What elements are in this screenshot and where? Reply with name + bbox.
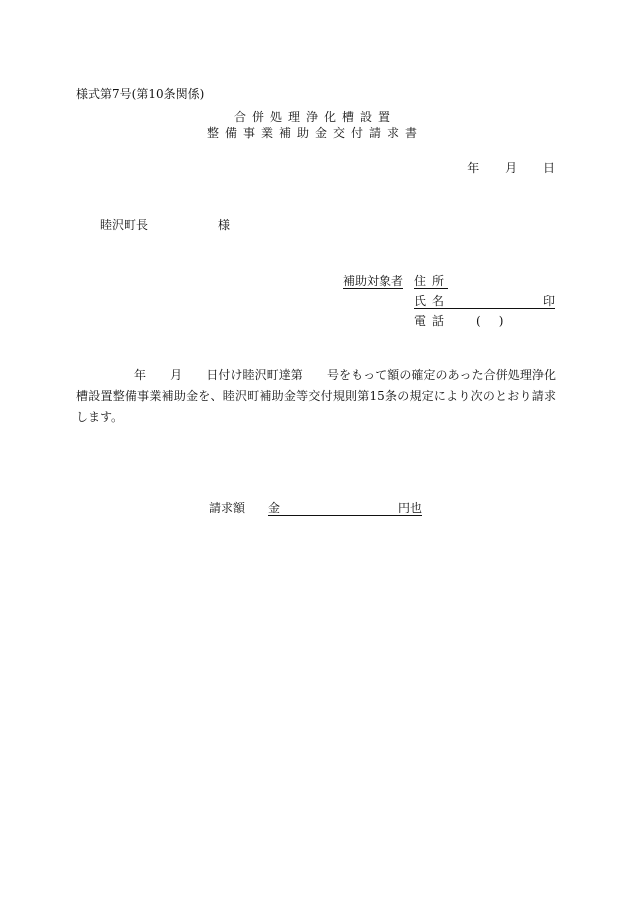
document-title-line1: 合併処理浄化槽設置 bbox=[233, 110, 396, 124]
applicant-label: 補助対象者 bbox=[343, 274, 404, 288]
amount-suffix: 円也 bbox=[397, 501, 422, 515]
date-year: 年 bbox=[467, 161, 480, 175]
seal-mark: 印 bbox=[542, 294, 555, 308]
amount-field bbox=[268, 502, 422, 516]
date-day: 日 bbox=[542, 161, 555, 175]
name-field bbox=[414, 295, 555, 309]
date-month: 月 bbox=[505, 161, 518, 175]
phone-label: 電話 bbox=[414, 314, 451, 328]
phone-parentheses: () bbox=[476, 314, 522, 328]
address-field bbox=[414, 274, 451, 289]
form-number: 様式第7号(第10条関係) bbox=[76, 87, 205, 101]
amount-prefix: 金 bbox=[268, 501, 281, 515]
document-title-line2: 整備事業補助金交付請求書 bbox=[206, 126, 423, 140]
recipient-honorific: 様 bbox=[218, 218, 231, 232]
phone-field bbox=[414, 315, 521, 327]
address-label: 住所 bbox=[414, 274, 451, 288]
recipient-name: 睦沢町長 bbox=[100, 218, 149, 232]
amount-label: 請求額 bbox=[209, 501, 246, 515]
recipient bbox=[100, 219, 230, 231]
date-line bbox=[445, 162, 555, 174]
name-label: 氏名 bbox=[414, 294, 451, 308]
request-body-text: 年 月 日付け睦沢町達第 号をもって額の確定のあった合併処理浄化槽設置整備事業補助金を、睦沢町補助金等交付規則第15条の規定により次のとおり請求します。 bbox=[76, 368, 556, 424]
